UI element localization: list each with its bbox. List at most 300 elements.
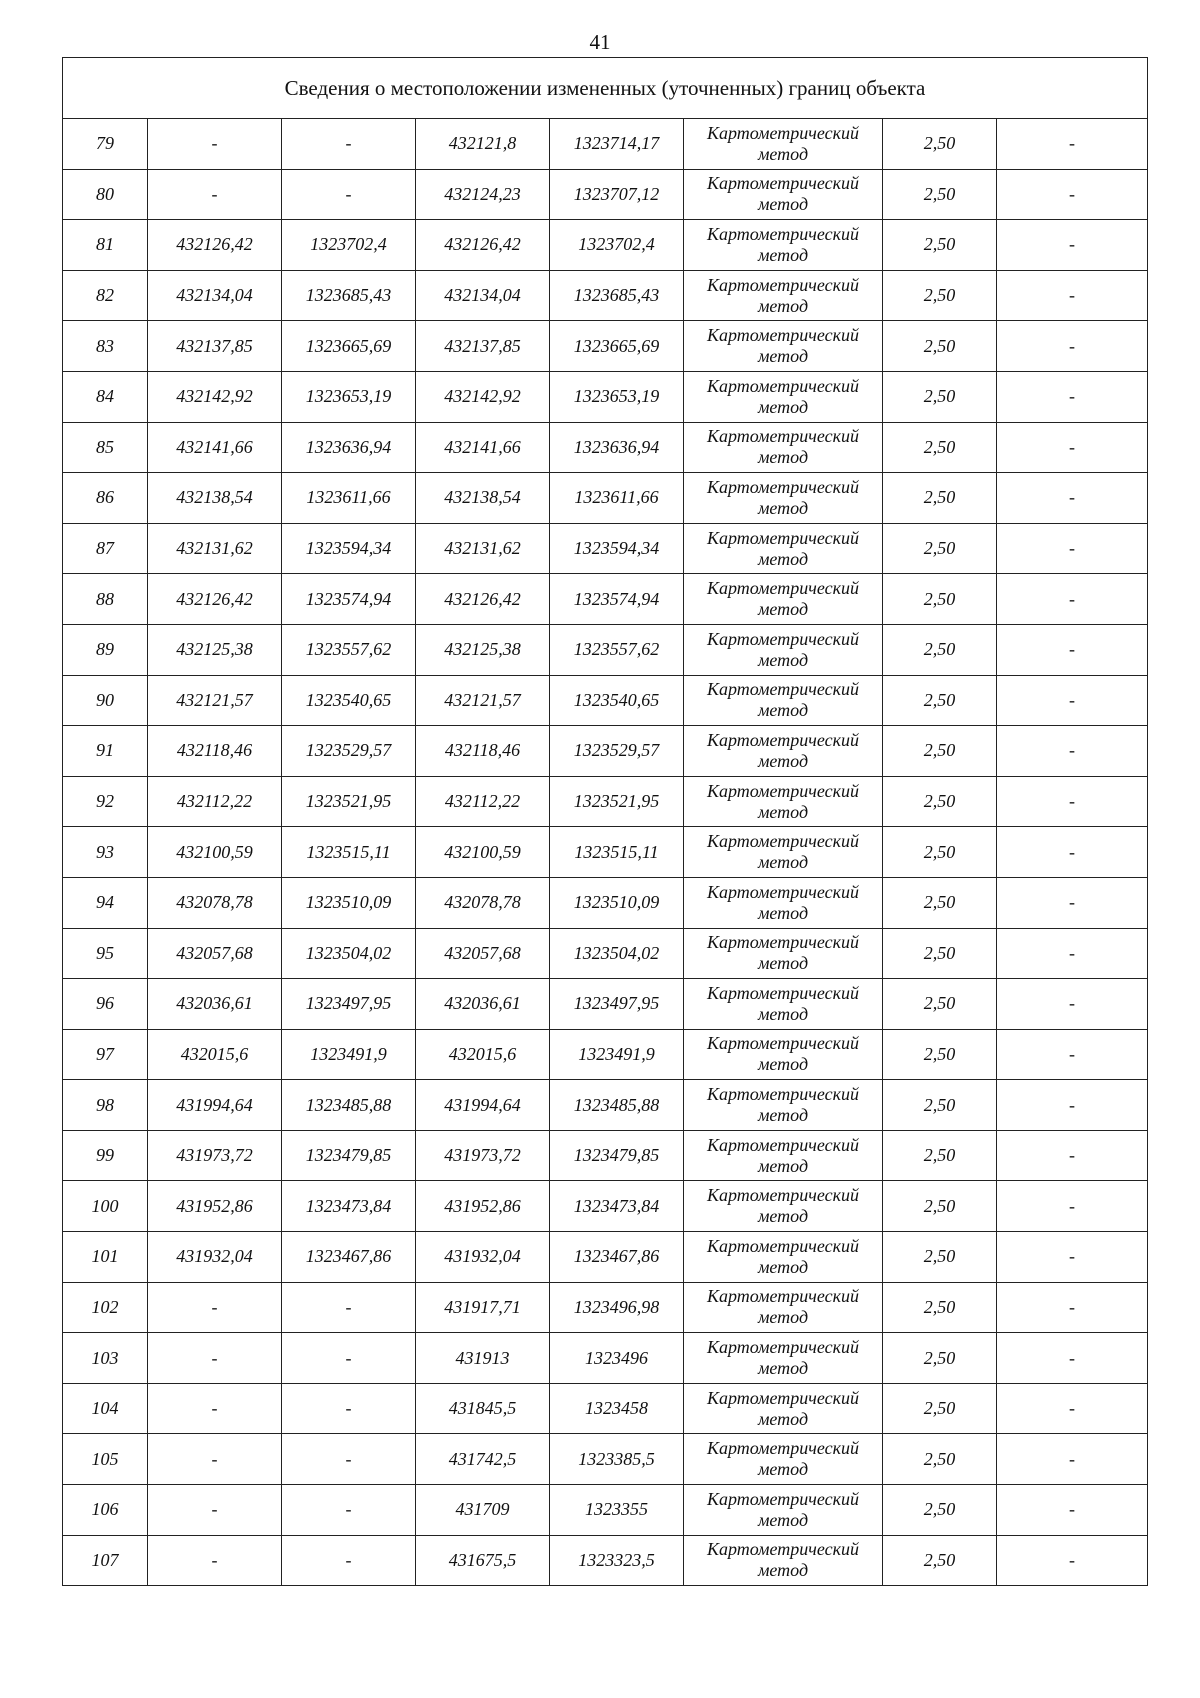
accuracy-cell: 2,50 bbox=[883, 1535, 997, 1586]
method-line-1: Картометрический bbox=[706, 1185, 859, 1206]
existing-y-cell: 1323504,02 bbox=[282, 928, 416, 979]
existing-x-cell: 432131,62 bbox=[148, 523, 282, 574]
refined-x-cell: 432124,23 bbox=[416, 169, 550, 220]
existing-x-cell: 432125,38 bbox=[148, 624, 282, 675]
method-line-1: Картометрический bbox=[706, 325, 859, 346]
existing-x-cell: 432036,61 bbox=[148, 979, 282, 1030]
point-number-cell: 96 bbox=[63, 979, 148, 1030]
accuracy-cell: 2,50 bbox=[883, 321, 997, 372]
accuracy-cell: 2,50 bbox=[883, 169, 997, 220]
method-line-2: метод bbox=[757, 1560, 809, 1581]
refined-y-cell: 1323707,12 bbox=[550, 169, 684, 220]
existing-y-cell: 1323557,62 bbox=[282, 624, 416, 675]
existing-x-cell: - bbox=[148, 1333, 282, 1384]
refined-x-cell: 431913 bbox=[416, 1333, 550, 1384]
existing-x-cell: - bbox=[148, 1485, 282, 1536]
refined-y-cell: 1323510,09 bbox=[550, 877, 684, 928]
table-row bbox=[63, 1130, 1148, 1181]
existing-y-cell: 1323636,94 bbox=[282, 422, 416, 473]
method-cell bbox=[684, 574, 883, 625]
method-line-2: метод bbox=[757, 1509, 809, 1530]
method-line-2: метод bbox=[757, 1206, 809, 1227]
point-number-cell: 83 bbox=[63, 321, 148, 372]
refined-x-cell: 431952,86 bbox=[416, 1181, 550, 1232]
existing-x-cell: - bbox=[148, 1282, 282, 1333]
refined-x-cell: 432142,92 bbox=[416, 371, 550, 422]
existing-y-cell: 1323529,57 bbox=[282, 726, 416, 777]
refined-x-cell: 432141,66 bbox=[416, 422, 550, 473]
method-line-2: метод bbox=[757, 953, 809, 974]
note-cell: - bbox=[997, 979, 1148, 1030]
existing-y-cell: - bbox=[282, 1383, 416, 1434]
method-cell bbox=[684, 1535, 883, 1586]
point-number-cell: 99 bbox=[63, 1130, 148, 1181]
method-line-2: метод bbox=[757, 852, 809, 873]
table-row bbox=[63, 1434, 1148, 1485]
method-line-2: метод bbox=[757, 346, 809, 367]
method-cell bbox=[684, 877, 883, 928]
note-cell: - bbox=[997, 220, 1148, 271]
table-row bbox=[63, 119, 1148, 170]
refined-x-cell: 431932,04 bbox=[416, 1232, 550, 1283]
note-cell: - bbox=[997, 270, 1148, 321]
note-cell: - bbox=[997, 1434, 1148, 1485]
method-line-2: метод bbox=[757, 295, 809, 316]
method-cell bbox=[684, 1333, 883, 1384]
method-line-1: Картометрический bbox=[706, 173, 859, 194]
method-cell bbox=[684, 119, 883, 170]
method-line-1: Картометрический bbox=[706, 679, 859, 700]
note-cell: - bbox=[997, 624, 1148, 675]
existing-y-cell: 1323485,88 bbox=[282, 1080, 416, 1131]
table-row bbox=[63, 1181, 1148, 1232]
refined-x-cell: 431917,71 bbox=[416, 1282, 550, 1333]
existing-y-cell: 1323515,11 bbox=[282, 827, 416, 878]
method-cell bbox=[684, 220, 883, 271]
existing-y-cell: - bbox=[282, 1333, 416, 1384]
method-line-2: метод bbox=[757, 1408, 809, 1429]
accuracy-cell: 2,50 bbox=[883, 1181, 997, 1232]
method-line-2: метод bbox=[757, 902, 809, 923]
point-number-cell: 94 bbox=[63, 877, 148, 928]
method-line-2: метод bbox=[757, 1003, 809, 1024]
refined-y-cell: 1323702,4 bbox=[550, 220, 684, 271]
existing-x-cell: 432134,04 bbox=[148, 270, 282, 321]
method-line-2: метод bbox=[757, 1054, 809, 1075]
accuracy-cell: 2,50 bbox=[883, 1080, 997, 1131]
method-line-1: Картометрический bbox=[706, 476, 859, 497]
refined-y-cell: 1323557,62 bbox=[550, 624, 684, 675]
existing-y-cell: 1323467,86 bbox=[282, 1232, 416, 1283]
point-number-cell: 82 bbox=[63, 270, 148, 321]
note-cell: - bbox=[997, 574, 1148, 625]
existing-y-cell: - bbox=[282, 119, 416, 170]
accuracy-cell: 2,50 bbox=[883, 1434, 997, 1485]
point-number-cell: 97 bbox=[63, 1029, 148, 1080]
table-row bbox=[63, 877, 1148, 928]
method-cell bbox=[684, 726, 883, 777]
refined-y-cell: 1323323,5 bbox=[550, 1535, 684, 1586]
refined-y-cell: 1323479,85 bbox=[550, 1130, 684, 1181]
method-line-1: Картометрический bbox=[706, 426, 859, 447]
table-row bbox=[63, 979, 1148, 1030]
method-line-2: метод bbox=[757, 447, 809, 468]
method-line-1: Картометрический bbox=[706, 1387, 859, 1408]
point-number-cell: 88 bbox=[63, 574, 148, 625]
note-cell: - bbox=[997, 1029, 1148, 1080]
point-number-cell: 104 bbox=[63, 1383, 148, 1434]
refined-y-cell: 1323485,88 bbox=[550, 1080, 684, 1131]
method-line-2: метод bbox=[757, 1358, 809, 1379]
table-row bbox=[63, 523, 1148, 574]
method-line-1: Картометрический bbox=[706, 729, 859, 750]
existing-x-cell: 432057,68 bbox=[148, 928, 282, 979]
table-row bbox=[63, 726, 1148, 777]
method-cell bbox=[684, 624, 883, 675]
refined-x-cell: 432126,42 bbox=[416, 220, 550, 271]
point-number-cell: 101 bbox=[63, 1232, 148, 1283]
note-cell: - bbox=[997, 1232, 1148, 1283]
accuracy-cell: 2,50 bbox=[883, 220, 997, 271]
accuracy-cell: 2,50 bbox=[883, 1282, 997, 1333]
refined-x-cell: 432131,62 bbox=[416, 523, 550, 574]
method-line-1: Картометрический bbox=[706, 375, 859, 396]
refined-x-cell: 431675,5 bbox=[416, 1535, 550, 1586]
existing-x-cell: 432137,85 bbox=[148, 321, 282, 372]
note-cell: - bbox=[997, 523, 1148, 574]
refined-x-cell: 431994,64 bbox=[416, 1080, 550, 1131]
method-line-1: Картометрический bbox=[706, 1084, 859, 1105]
method-line-2: метод bbox=[757, 801, 809, 822]
refined-x-cell: 432125,38 bbox=[416, 624, 550, 675]
method-line-2: метод bbox=[757, 1256, 809, 1277]
refined-x-cell: 432015,6 bbox=[416, 1029, 550, 1080]
method-line-1: Картометрический bbox=[706, 1337, 859, 1358]
point-number-cell: 107 bbox=[63, 1535, 148, 1586]
existing-y-cell: 1323594,34 bbox=[282, 523, 416, 574]
method-cell bbox=[684, 1434, 883, 1485]
refined-y-cell: 1323473,84 bbox=[550, 1181, 684, 1232]
refined-y-cell: 1323467,86 bbox=[550, 1232, 684, 1283]
accuracy-cell: 2,50 bbox=[883, 270, 997, 321]
accuracy-cell: 2,50 bbox=[883, 928, 997, 979]
existing-y-cell: 1323497,95 bbox=[282, 979, 416, 1030]
method-cell bbox=[684, 1383, 883, 1434]
point-number-cell: 98 bbox=[63, 1080, 148, 1131]
method-line-1: Картометрический bbox=[706, 628, 859, 649]
method-cell bbox=[684, 473, 883, 524]
method-line-1: Картометрический bbox=[706, 881, 859, 902]
existing-x-cell: 431952,86 bbox=[148, 1181, 282, 1232]
point-number-cell: 85 bbox=[63, 422, 148, 473]
method-line-1: Картометрический bbox=[706, 982, 859, 1003]
note-cell: - bbox=[997, 371, 1148, 422]
refined-y-cell: 1323496 bbox=[550, 1333, 684, 1384]
refined-y-cell: 1323636,94 bbox=[550, 422, 684, 473]
point-number-cell: 100 bbox=[63, 1181, 148, 1232]
method-cell bbox=[684, 1282, 883, 1333]
table-row bbox=[63, 1333, 1148, 1384]
table-row bbox=[63, 473, 1148, 524]
table-row bbox=[63, 169, 1148, 220]
existing-y-cell: 1323685,43 bbox=[282, 270, 416, 321]
refined-x-cell: 432078,78 bbox=[416, 877, 550, 928]
accuracy-cell: 2,50 bbox=[883, 1232, 997, 1283]
point-number-cell: 95 bbox=[63, 928, 148, 979]
accuracy-cell: 2,50 bbox=[883, 1130, 997, 1181]
existing-y-cell: 1323540,65 bbox=[282, 675, 416, 726]
existing-x-cell: 432078,78 bbox=[148, 877, 282, 928]
accuracy-cell: 2,50 bbox=[883, 1333, 997, 1384]
note-cell: - bbox=[997, 726, 1148, 777]
existing-y-cell: 1323574,94 bbox=[282, 574, 416, 625]
existing-x-cell: 432138,54 bbox=[148, 473, 282, 524]
method-line-1: Картометрический bbox=[706, 1488, 859, 1509]
method-line-1: Картометрический bbox=[706, 1033, 859, 1054]
point-number-cell: 84 bbox=[63, 371, 148, 422]
table-row bbox=[63, 928, 1148, 979]
method-line-2: метод bbox=[757, 497, 809, 518]
method-line-2: метод bbox=[757, 244, 809, 265]
refined-y-cell: 1323529,57 bbox=[550, 726, 684, 777]
existing-y-cell: 1323521,95 bbox=[282, 776, 416, 827]
existing-y-cell: 1323510,09 bbox=[282, 877, 416, 928]
table-row bbox=[63, 1535, 1148, 1586]
method-line-2: метод bbox=[757, 143, 809, 164]
point-number-cell: 102 bbox=[63, 1282, 148, 1333]
existing-x-cell: - bbox=[148, 119, 282, 170]
accuracy-cell: 2,50 bbox=[883, 574, 997, 625]
table-row bbox=[63, 675, 1148, 726]
table-row bbox=[63, 1383, 1148, 1434]
method-line-2: метод bbox=[757, 1459, 809, 1480]
point-number-cell: 81 bbox=[63, 220, 148, 271]
existing-x-cell: 432100,59 bbox=[148, 827, 282, 878]
note-cell: - bbox=[997, 119, 1148, 170]
method-cell bbox=[684, 270, 883, 321]
note-cell: - bbox=[997, 1383, 1148, 1434]
refined-y-cell: 1323574,94 bbox=[550, 574, 684, 625]
table-row bbox=[63, 1485, 1148, 1536]
existing-x-cell: 431994,64 bbox=[148, 1080, 282, 1131]
existing-x-cell: - bbox=[148, 1434, 282, 1485]
refined-y-cell: 1323385,5 bbox=[550, 1434, 684, 1485]
method-cell bbox=[684, 523, 883, 574]
method-cell bbox=[684, 1485, 883, 1536]
existing-y-cell: 1323611,66 bbox=[282, 473, 416, 524]
method-line-1: Картометрический bbox=[706, 831, 859, 852]
accuracy-cell: 2,50 bbox=[883, 119, 997, 170]
refined-y-cell: 1323515,11 bbox=[550, 827, 684, 878]
point-number-cell: 89 bbox=[63, 624, 148, 675]
refined-x-cell: 432137,85 bbox=[416, 321, 550, 372]
note-cell: - bbox=[997, 1535, 1148, 1586]
method-line-1: Картометрический bbox=[706, 780, 859, 801]
table-row bbox=[63, 624, 1148, 675]
method-line-1: Картометрический bbox=[706, 1286, 859, 1307]
note-cell: - bbox=[997, 473, 1148, 524]
existing-y-cell: 1323665,69 bbox=[282, 321, 416, 372]
table-row bbox=[63, 827, 1148, 878]
accuracy-cell: 2,50 bbox=[883, 1029, 997, 1080]
method-cell bbox=[684, 776, 883, 827]
method-cell bbox=[684, 1181, 883, 1232]
refined-y-cell: 1323685,43 bbox=[550, 270, 684, 321]
method-line-2: метод bbox=[757, 700, 809, 721]
point-number-cell: 87 bbox=[63, 523, 148, 574]
refined-y-cell: 1323594,34 bbox=[550, 523, 684, 574]
note-cell: - bbox=[997, 928, 1148, 979]
existing-x-cell: 432142,92 bbox=[148, 371, 282, 422]
method-cell bbox=[684, 371, 883, 422]
method-line-1: Картометрический bbox=[706, 527, 859, 548]
existing-y-cell: 1323491,9 bbox=[282, 1029, 416, 1080]
point-number-cell: 92 bbox=[63, 776, 148, 827]
existing-x-cell: 431932,04 bbox=[148, 1232, 282, 1283]
table-row bbox=[63, 422, 1148, 473]
table-row bbox=[63, 220, 1148, 271]
table-row bbox=[63, 574, 1148, 625]
method-cell bbox=[684, 979, 883, 1030]
refined-x-cell: 431742,5 bbox=[416, 1434, 550, 1485]
method-cell bbox=[684, 1029, 883, 1080]
refined-x-cell: 432100,59 bbox=[416, 827, 550, 878]
point-number-cell: 91 bbox=[63, 726, 148, 777]
accuracy-cell: 2,50 bbox=[883, 624, 997, 675]
accuracy-cell: 2,50 bbox=[883, 827, 997, 878]
existing-x-cell: 431973,72 bbox=[148, 1130, 282, 1181]
note-cell: - bbox=[997, 877, 1148, 928]
accuracy-cell: 2,50 bbox=[883, 1485, 997, 1536]
refined-y-cell: 1323611,66 bbox=[550, 473, 684, 524]
existing-x-cell: 432126,42 bbox=[148, 574, 282, 625]
table-row bbox=[63, 1029, 1148, 1080]
note-cell: - bbox=[997, 1130, 1148, 1181]
table-row bbox=[63, 371, 1148, 422]
method-cell bbox=[684, 321, 883, 372]
refined-y-cell: 1323540,65 bbox=[550, 675, 684, 726]
note-cell: - bbox=[997, 675, 1148, 726]
point-number-cell: 90 bbox=[63, 675, 148, 726]
refined-x-cell: 432121,8 bbox=[416, 119, 550, 170]
accuracy-cell: 2,50 bbox=[883, 371, 997, 422]
note-cell: - bbox=[997, 1485, 1148, 1536]
method-line-2: метод bbox=[757, 396, 809, 417]
accuracy-cell: 2,50 bbox=[883, 473, 997, 524]
refined-x-cell: 431973,72 bbox=[416, 1130, 550, 1181]
existing-y-cell: 1323473,84 bbox=[282, 1181, 416, 1232]
table-row bbox=[63, 1282, 1148, 1333]
accuracy-cell: 2,50 bbox=[883, 1383, 997, 1434]
refined-x-cell: 431709 bbox=[416, 1485, 550, 1536]
table-title: Сведения о местоположении измененных (уточненных) границ объекта bbox=[63, 58, 1148, 119]
refined-y-cell: 1323491,9 bbox=[550, 1029, 684, 1080]
note-cell: - bbox=[997, 422, 1148, 473]
accuracy-cell: 2,50 bbox=[883, 726, 997, 777]
refined-y-cell: 1323497,95 bbox=[550, 979, 684, 1030]
existing-x-cell: 432118,46 bbox=[148, 726, 282, 777]
point-number-cell: 93 bbox=[63, 827, 148, 878]
existing-y-cell: - bbox=[282, 1282, 416, 1333]
refined-y-cell: 1323355 bbox=[550, 1485, 684, 1536]
refined-y-cell: 1323458 bbox=[550, 1383, 684, 1434]
note-cell: - bbox=[997, 1333, 1148, 1384]
point-number-cell: 86 bbox=[63, 473, 148, 524]
refined-x-cell: 432121,57 bbox=[416, 675, 550, 726]
note-cell: - bbox=[997, 776, 1148, 827]
method-cell bbox=[684, 1080, 883, 1131]
refined-x-cell: 432112,22 bbox=[416, 776, 550, 827]
refined-y-cell: 1323665,69 bbox=[550, 321, 684, 372]
accuracy-cell: 2,50 bbox=[883, 675, 997, 726]
point-number-cell: 103 bbox=[63, 1333, 148, 1384]
refined-y-cell: 1323714,17 bbox=[550, 119, 684, 170]
method-line-2: метод bbox=[757, 1307, 809, 1328]
method-line-1: Картометрический bbox=[706, 223, 859, 244]
existing-y-cell: 1323479,85 bbox=[282, 1130, 416, 1181]
method-line-2: метод bbox=[757, 599, 809, 620]
page-number: 41 bbox=[589, 30, 611, 54]
existing-y-cell: 1323653,19 bbox=[282, 371, 416, 422]
method-line-2: метод bbox=[757, 1105, 809, 1126]
method-line-2: метод bbox=[757, 194, 809, 215]
accuracy-cell: 2,50 bbox=[883, 776, 997, 827]
method-line-1: Картометрический bbox=[706, 122, 859, 143]
existing-x-cell: 432141,66 bbox=[148, 422, 282, 473]
method-line-1: Картометрический bbox=[706, 274, 859, 295]
refined-x-cell: 432126,42 bbox=[416, 574, 550, 625]
existing-x-cell: 432126,42 bbox=[148, 220, 282, 271]
note-cell: - bbox=[997, 321, 1148, 372]
note-cell: - bbox=[997, 827, 1148, 878]
existing-x-cell: 432015,6 bbox=[148, 1029, 282, 1080]
accuracy-cell: 2,50 bbox=[883, 523, 997, 574]
existing-y-cell: - bbox=[282, 169, 416, 220]
refined-x-cell: 432036,61 bbox=[416, 979, 550, 1030]
boundary-coordinates-table bbox=[62, 57, 1148, 1586]
method-line-2: метод bbox=[757, 649, 809, 670]
refined-y-cell: 1323496,98 bbox=[550, 1282, 684, 1333]
point-number-cell: 106 bbox=[63, 1485, 148, 1536]
note-cell: - bbox=[997, 1181, 1148, 1232]
method-cell bbox=[684, 928, 883, 979]
refined-x-cell: 432118,46 bbox=[416, 726, 550, 777]
method-cell bbox=[684, 1232, 883, 1283]
table-row bbox=[63, 776, 1148, 827]
point-number-cell: 79 bbox=[63, 119, 148, 170]
refined-x-cell: 432057,68 bbox=[416, 928, 550, 979]
method-cell bbox=[684, 1130, 883, 1181]
method-line-1: Картометрический bbox=[706, 1539, 859, 1560]
accuracy-cell: 2,50 bbox=[883, 877, 997, 928]
method-line-1: Картометрический bbox=[706, 578, 859, 599]
note-cell: - bbox=[997, 1282, 1148, 1333]
existing-x-cell: - bbox=[148, 1383, 282, 1434]
method-line-1: Картометрический bbox=[706, 1438, 859, 1459]
existing-y-cell: - bbox=[282, 1434, 416, 1485]
method-line-2: метод bbox=[757, 750, 809, 771]
refined-y-cell: 1323653,19 bbox=[550, 371, 684, 422]
existing-x-cell: 432112,22 bbox=[148, 776, 282, 827]
method-line-1: Картометрический bbox=[706, 1235, 859, 1256]
refined-x-cell: 431845,5 bbox=[416, 1383, 550, 1434]
table-row bbox=[63, 321, 1148, 372]
existing-y-cell: 1323702,4 bbox=[282, 220, 416, 271]
note-cell: - bbox=[997, 169, 1148, 220]
method-line-2: метод bbox=[757, 548, 809, 569]
table-row bbox=[63, 1232, 1148, 1283]
method-cell bbox=[684, 169, 883, 220]
